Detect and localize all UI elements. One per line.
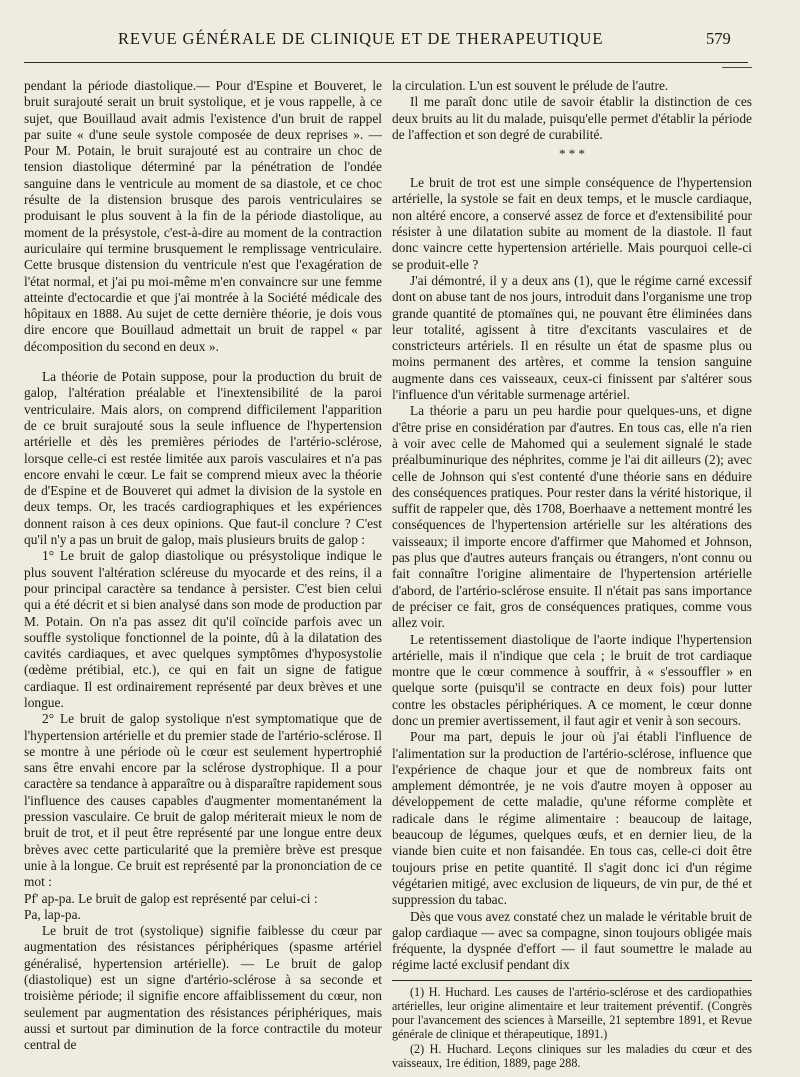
header-rule	[24, 62, 748, 63]
right-column	[392, 78, 752, 1070]
paragraph: Le bruit de trot (systolique) signifie faiblesse du cœur par augmentation des résistances périphériques (spasme artériel généralisé, hypertension artérielle). — Le bruit de galop (diastolique) est un signe d'artério-sclérose à sa seconde et troisième période; il signifie encore affaiblissement du cœur, non seulement par augmentation des résistances périphériques, mais aussi et surtout par diminution de la force contractile du moteur central de	[24, 923, 382, 1053]
paragraph: la circulation. L'un est souvent le prélude de l'autre.	[392, 78, 669, 93]
running-title: REVUE GÉNÉRALE DE CLINIQUE ET DE THERAPEUTIQUE	[118, 29, 604, 48]
paragraph: J'ai démontré, il y a deux ans (1), que le régime carné excessif dont on abuse tant de nos jours, introduit dans l'organisme une trop grande quantité de ptomaïnes qui, ne pouvant être éliminées dans leur totalité, agissent à titre d'excitants vasculaires et de constricteurs artériels. Il en résulte un état de spasme plus ou moins permanent des artères, et comme la tension sanguine augmente dans ces vaisseaux, ceux-ci finissent par s'altérer sous l'influence d'un véritable surmenage artériel.	[392, 272, 752, 403]
paragraph: 2° Le bruit de galop systolique n'est symptomatique que de l'hypertension artérielle et du premier stade de l'artério-sclérose. Il se montre à une période où le cœur est seulement hypertrophié sans être envahi encore par la sclérose dystrophique. Il a pour caractère sa tendance à apparaître ou à disparaître rapidement sous l'influence des causes capables d'augmenter momentanément la pression vasculaire. Ce bruit de galop mériterait mieux le nom de bruit de trot, et il peut être représenté par une longue entre deux brèves avec cette particularité que la première brève est presque unie à la longue. Ce bruit est représenté par la prononciation de ce mot :	[24, 711, 382, 890]
paragraph: Pour ma part, depuis le jour où j'ai établi l'influence de l'alimentation sur la production de l'artério-sclérose, influence que l'expérience de chaque jour et que de nombreux faits ont amplement démontrée, je ne vois d'autre moyen à opposer au développement de cette maladie, qu'une réforme complète et radicale dans le régime alimentaire : beaucoup de laitage, beaucoup de légumes, quelques œufs, et en dernier lieu, de la viande bien cuite et non faisandée. En tous cas, celle-ci doit être toujours prise en petite quantité. Il s'agit donc ici d'un régime végétarien mitigé, avec exclusion de liqueurs, de vin pur, de thé et suppression du tabac.	[392, 729, 752, 908]
paragraph: pendant la période diastolique.— Pour d'Espine et Bouveret, le bruit surajouté serait un bruit systolique, et je vous rappelle, à ce sujet, que Bouillaud avait admis l'existence d'un bruit de rappel par suite « d'une seule systole composée de deux reprises ». — Pour M. Potain, le bruit surajouté est au contraire un choc de tension diastolique déterminé par la pénétration de l'ondée sanguine dans le ventricule au moment de sa diastole, et ce choc résulte de la distension brusque des parois ventriculaires se produisant le plus souvent à la fin de la période diastolique, au moment de la présystole, c'est-à-dire au moment de la contraction auriculaire qui termine brusquement le remplissage ventriculaire. Cette brusque distension du ventricule n'est que l'exagération de l'état normal, et j'ai pu moi-même m'en convaincre sur une femme atteinte d'ectocardie et que j'ai montrée à la Société médicale des hôpitaux en 1888. Au sujet de cette dernière théorie, je dois vous dire encore que Bouillaud admettait un bruit de rappel « par décomposition du second en deux ».	[24, 78, 382, 354]
paragraph-formula: Pf' ap-pa. Le bruit de galop est représenté par celui-ci :	[24, 890, 318, 906]
footnote: (1) H. Huchard. Les causes de l'artério-sclérose et des cardiopathies artérielles, leur origine alimentaire et leur traitement préventif. (Congrès pour l'avancement des sciences à Marseille, 21 septembre 1891, et Revue générale de clinique et thérapeutique, 1891.)	[392, 984, 752, 1042]
footnotes	[392, 980, 752, 1070]
paragraph: La théorie a paru un peu hardie pour quelques-uns, et digne d'être prise en considération par d'autres. En tous cas, elle n'a rien à voir avec celle de Mahomed qui a seulement signalé le stade préalbuminurique des néphrites, comme je l'ai dit ailleurs (2); avec celle de Johnson qui s'est contenté d'une théorie sans en déduire des conséquences pratiques. Pour rester dans la vérité historique, il suffit de rappeler que, dès 1708, Boerhaave a nettement montré les conséquences de l'hypertension artérielle sur les altérations des vaisseaux; il importe encore d'affirmer que Mahomed et Johnson, pas plus que d'autres auteurs français ou étrangers, n'ont connu ou fait connaître l'origine alimentaire de l'hypertension artérielle d'abord, de l'artério-sclérose ensuite. Il n'était pas sans importance de préciser ce fait, gros de conséquences pratiques, comme vous allez voir.	[392, 403, 752, 631]
header-rule-tail	[722, 67, 752, 68]
page-number: 579	[706, 29, 731, 48]
paragraph-formula: Pa, lap-pa.	[24, 906, 81, 922]
paragraph: Le bruit de trot est une simple conséquence de l'hypertension artérielle, la systole se fait en deux temps, et le muscle cardiaque, non altéré encore, a conservé assez de force et d'extensibilité pour résister à une dilatation subite au moment de la diastole. Il faut donc vaincre cette hypertension artérielle. Mais pourquoi celle-ci se produit-elle ?	[392, 175, 752, 272]
paragraph: Il me paraît donc utile de savoir établir la distinction de ces deux bruits au lit du malade, puisqu'elle permet d'établir la période de l'affection et son degré de curabilité.	[392, 94, 752, 142]
footnote: (2) H. Huchard. Leçons cliniques sur les maladies du cœur et des vaisseaux, 1re édition, 1889, page 288.	[392, 1041, 752, 1070]
paragraph: Dès que vous avez constaté chez un malade le véritable bruit de galop cardiaque — avec sa compagne, sinon toujours obligée mais fréquente, la dyspnée d'effort — il faut soumettre le malade au régime lacté exclusif pendant dix	[392, 908, 752, 973]
running-header	[0, 26, 800, 54]
paragraph: 1° Le bruit de galop diastolique ou présystolique indique le plus souvent l'altération scléreuse du myocarde et des reins, il a pour principal caractère sa tendance à persister. C'est bien celui qui a été décrit et si bien analysé dans son mode de production par M. Potain. On n'a pas assez dit qu'il coïncide parfois avec un souffle systolique fonctionnel de la pointe, dû à la dilatation des cavités cardiaques, et avec quelques symptômes d'hyposystolie (œdème prétibial, etc.), ce qui en fait un signe de fatigue cardiaque. Il est ordinairement représenté par deux brèves et une longue.	[24, 548, 382, 710]
left-column	[24, 78, 382, 1053]
paragraph: La théorie de Potain suppose, pour la production du bruit de galop, l'altération préalable et l'inextensibilité de la paroi ventriculaire. Mais alors, on comprend difficilement l'apparition de ce bruit surajouté sous la seule influence de l'hypertension artérielle et dès les premières périodes de l'artério-sclérose, lorsque celle-ci est restée limitée aux parois vasculaires et n'a pas encore envahi le cœur. Le fait se comprend mieux avec la théorie de d'Espine et de Bouveret qui admet la division de la systole en deux temps. Or, les tracés cardiographiques et les expériences donnent raison à ces deux opinions. Que faut-il conclure ? C'est qu'il n'y a pas un bruit de galop, mais plusieurs bruits de galop :	[24, 369, 382, 548]
paragraph: Le retentissement diastolique de l'aorte indique l'hypertension artérielle, mais il n'indique que cela ; le bruit de trot cardiaque montre que le cœur commence à souffrir, à « s'essouffler » en quelque sorte (puisqu'il se contracte en deux fois) pour lutter contre les obstacles périphériques. A ce moment, le cœur donne donc un premier avertissement, il faut agir et venir à son secours.	[392, 631, 752, 728]
section-separator: * * *	[559, 146, 585, 162]
